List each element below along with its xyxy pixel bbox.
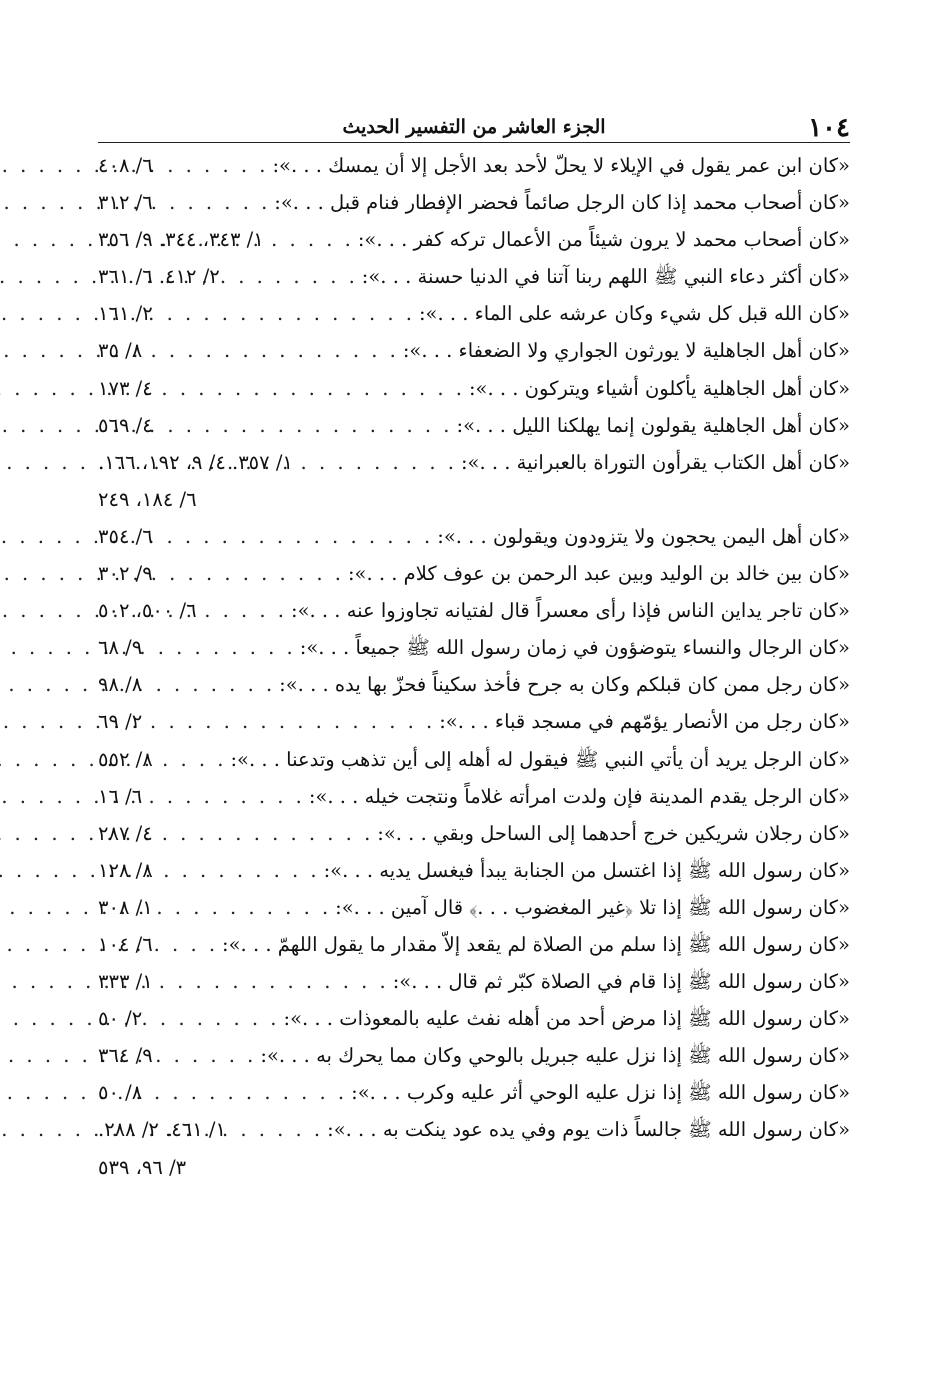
entry-refs-continuation-line	[98, 481, 850, 518]
leader-dots	[299, 444, 461, 481]
entry-page-refs: ٨/ ٣٥	[98, 339, 143, 363]
entry-page-refs: ٦/ ١٦	[98, 784, 143, 808]
entry-page-refs: ٤/ ٥٦٩	[98, 413, 153, 437]
index-entry	[98, 555, 850, 592]
index-entry	[98, 1037, 850, 1074]
entry-page-refs: ٩/ ٣٦٤	[98, 1044, 153, 1068]
index-entry	[98, 147, 850, 184]
index-entry	[98, 1074, 850, 1111]
index-entry	[98, 629, 850, 666]
leader-dots	[159, 889, 335, 926]
leader-dots	[159, 370, 469, 407]
entry-page-refs: ٤/ ١٧٣	[98, 376, 153, 400]
leader-dots	[159, 926, 222, 963]
index-entry	[98, 963, 850, 1000]
running-title: الجزء العاشر من التفسير الحديث	[342, 116, 606, 138]
entry-hadith-text: «كان الرجل يقدم المدينة فإن ولدت امرأته غلاماً ونتجت خيله . . .»:	[308, 784, 850, 808]
page-header	[98, 108, 850, 143]
leader-dots	[159, 963, 393, 1000]
leader-dots	[148, 778, 309, 815]
entry-hadith-text: «كان رسول الله ﷺ إذا تلا ﴿غير المغضوب . . .﴾ قال آمين . . .»:	[335, 895, 850, 919]
entry-page-refs: ٤/ ٢٨٧	[98, 821, 153, 845]
entry-page-refs: ١/ ٣٠٨	[98, 895, 153, 919]
index-entry	[98, 703, 850, 740]
entry-page-refs: ٦/ ٣١٢	[98, 191, 153, 215]
index-entries	[98, 147, 850, 1186]
entry-hadith-text: «كان الله قبل كل شيء وكان عرشه على الماء . . .»:	[418, 302, 850, 326]
leader-dots	[148, 629, 300, 666]
index-entry	[98, 778, 850, 815]
entry-page-refs: ٢/ ٤١٢. ٦/ ٣٦١	[98, 265, 220, 289]
leader-dots	[148, 332, 403, 369]
leader-dots	[159, 518, 438, 555]
entry-page-refs: ٨/ ٩٨	[98, 673, 143, 697]
entry-page-refs: ٢/ ١٦١	[98, 302, 153, 326]
leader-dots	[159, 815, 378, 852]
entry-page-refs: ٦/ ٤٠٨	[98, 154, 153, 177]
entry-hadith-text: «كان أهل الجاهلية يأكلون أشياء ويتركون . . .»:	[468, 376, 850, 400]
entry-hadith-text: «كان رسول الله ﷺ جالساً ذات يوم وفي يده عود ينكت به . . .»:	[327, 1118, 850, 1142]
leader-dots	[148, 703, 439, 740]
entry-page-refs: ٢/ ٥٠	[98, 1007, 143, 1031]
entry-hadith-text: «كان رجل من الأنصار يؤمّهم في مسجد قباء . . .»:	[439, 710, 850, 734]
entry-hadith-text: «كان رجلان شريكين خرج أحدهما إلى الساحل وبقي . . .»:	[377, 821, 850, 845]
entry-page-refs: ٦/ ٣٥٤	[98, 524, 153, 548]
leader-dots	[148, 1074, 351, 1111]
entry-hadith-text: «كان تاجر يداين الناس فإذا رأى معسراً قال لفتيانه تجاوزوا عنه . . .»:	[291, 599, 850, 623]
entry-hadith-text: «كان الرجل يريد أن يأتي النبي ﷺ فيقول له أهله إلى أين تذهب وتدعنا . . .»:	[230, 747, 850, 771]
leader-dots	[159, 147, 273, 184]
entry-page-refs: ٦/ ١٠٤	[98, 932, 153, 956]
index-entry	[98, 370, 850, 407]
entry-refs-continuation: ٣/ ٩٦، ٥٣٩	[98, 1155, 187, 1179]
index-entry	[98, 184, 850, 221]
index-entry	[98, 407, 850, 444]
entry-hadith-text: «كان أكثر دعاء النبي ﷺ اللهم ربنا آتنا في الدنيا حسنة . . .»:	[361, 265, 850, 289]
entry-page-refs: ١/ ٣٣٣	[98, 970, 153, 994]
entry-page-refs: ٢/ ٦٩	[98, 710, 143, 734]
leader-dots	[148, 666, 279, 703]
index-entry	[98, 444, 850, 481]
leader-dots	[159, 852, 324, 889]
entry-hadith-text: «كان أصحاب محمد إذا كان الرجل صائماً فحضر الإفطار فنام قبل . . .»:	[274, 191, 850, 215]
leader-dots	[232, 1111, 327, 1148]
entry-hadith-text: «كان ابن عمر يقول في الإيلاء لا يحلّ لأحد بعد الأجل إلا أن يمسك . . .»:	[272, 154, 850, 177]
entry-hadith-text: «كان أهل الكتاب يقرأون التوراة بالعبرانية . . .»:	[460, 450, 850, 474]
entry-hadith-text: «كان رسول الله ﷺ إذا نزل عليه جبريل بالوحي وكان مما يحرك به . . .»:	[260, 1044, 850, 1068]
entry-page-refs: ٨/ ٥٥٢	[98, 747, 153, 771]
leader-dots	[159, 741, 231, 778]
entry-page-refs: ٨/ ١٢٨	[98, 858, 153, 882]
entry-hadith-text: «كان بين خالد بن الوليد وبين عبد الرحمن بن عوف كلام . . .»:	[347, 562, 850, 586]
entry-page-refs: ١/ ٣٤٣، ٣٤٤. ٩/ ٣٥٦	[98, 228, 264, 252]
entry-hadith-text: «كان أهل الجاهلية يقولون إنما يهلكنا الليل . . .»:	[456, 413, 850, 437]
index-entry	[98, 741, 850, 778]
entry-hadith-text: «كان رجل ممن كان قبلكم وكان به جرح فأخذ سكيناً فحزّ بها يده . . .»:	[279, 673, 850, 697]
entry-page-refs: ١/ ٤٦١. ٢/ ٢٨٨.	[98, 1118, 226, 1142]
leader-dots	[159, 555, 348, 592]
entry-hadith-text: «كان رسول الله ﷺ إذا نزل عليه الوحي أثر عليه وكرب . . .»:	[351, 1081, 850, 1105]
leader-dots	[270, 221, 358, 258]
entry-hadith-text: «كان أهل اليمن يحجون ولا يتزودون ويقولون . . .»:	[437, 524, 850, 548]
leader-dots	[159, 295, 419, 332]
index-entry	[98, 666, 850, 703]
entry-hadith-text: «كان رسول الله ﷺ إذا قام في الصلاة كبّر ثم قال . . .»:	[392, 970, 850, 994]
entry-hadith-text: «كان رسول الله ﷺ إذا مرض أحد من أهله نفث عليه بالمعوذات . . .»:	[283, 1007, 850, 1031]
index-entry	[98, 258, 850, 295]
leader-dots	[159, 184, 275, 221]
entry-hadith-text: «كان أهل الجاهلية لا يورثون الجواري ولا الضعفاء . . .»:	[402, 339, 850, 363]
entry-hadith-text: «كان رسول الله ﷺ إذا اغتسل من الجنابة يبدأ فيغسل يديه . . .»:	[323, 858, 850, 882]
index-entry	[98, 1111, 850, 1148]
leader-dots	[203, 592, 291, 629]
leader-dots	[226, 258, 362, 295]
entry-page-refs: ٩/ ٣٠٢	[98, 562, 153, 586]
index-page	[98, 108, 850, 1186]
entry-hadith-text: «كان الرجال والنساء يتوضؤون في زمان رسول الله ﷺ جميعاً . . .»:	[299, 636, 850, 660]
index-entry	[98, 332, 850, 369]
index-entry	[98, 1000, 850, 1037]
index-entry	[98, 295, 850, 332]
index-entry	[98, 926, 850, 963]
index-entry	[98, 815, 850, 852]
page-number: ١٠٤	[808, 113, 850, 143]
entry-page-refs: ١/ ٣٥٧. ٤/ ٩، ١٩٢، ١٦٦.	[98, 450, 293, 474]
entry-page-refs: ٨/ ٥٠	[98, 1081, 143, 1105]
entry-hadith-text: «كان رسول الله ﷺ إذا سلم من الصلاة لم يقعد إلاّ مقدار ما يقول اللهمّ . . .»:	[222, 932, 850, 956]
entry-page-refs: ٩/ ٦٨	[98, 636, 143, 660]
entry-refs-continuation-line	[98, 1149, 850, 1186]
index-entry	[98, 592, 850, 629]
index-entry	[98, 518, 850, 555]
leader-dots	[148, 1000, 283, 1037]
entry-page-refs: ٦/ ٥٠٠، ٥٠٢	[98, 599, 197, 623]
index-entry	[98, 221, 850, 258]
leader-dots	[159, 407, 457, 444]
entry-hadith-text: «كان أصحاب محمد لا يرون شيئاً من الأعمال تركه كفر . . .»:	[357, 228, 850, 252]
index-entry	[98, 852, 850, 889]
entry-refs-continuation: ٦/ ١٨٤، ٢٤٩	[98, 487, 197, 511]
leader-dots	[159, 1037, 261, 1074]
index-entry	[98, 889, 850, 926]
